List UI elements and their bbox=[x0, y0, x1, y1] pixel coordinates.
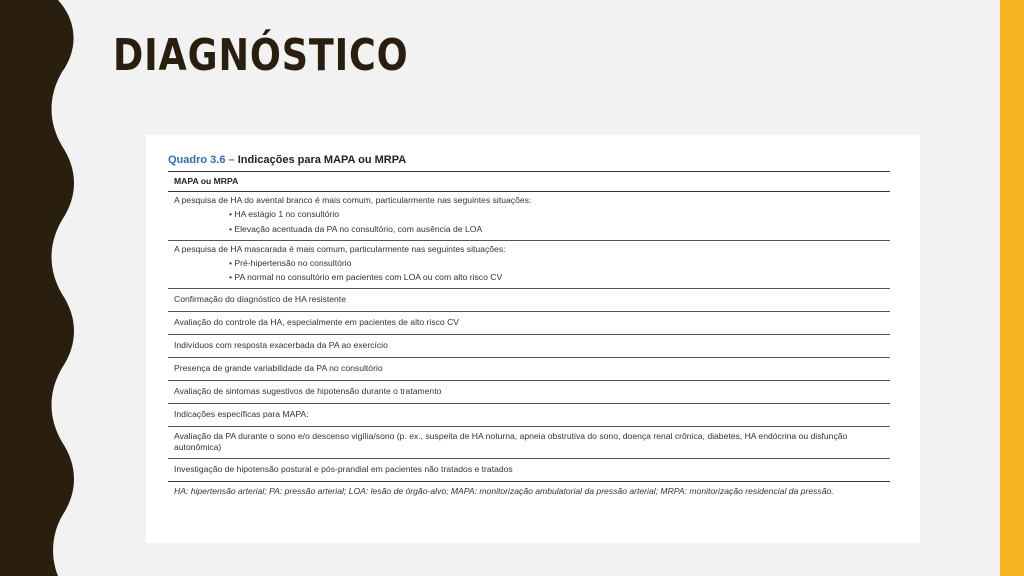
right-accent-bar bbox=[1000, 0, 1024, 576]
table-row: Presença de grande variabilidade da PA no consultório bbox=[168, 358, 890, 381]
slide-title: DIAGNÓSTICO bbox=[113, 30, 409, 81]
group-item: • PA normal no consultório em pacientes com LOA ou com alto risco CV bbox=[229, 272, 503, 283]
group-item: • HA estágio 1 no consultório bbox=[229, 209, 340, 220]
quadro-table-image bbox=[146, 135, 920, 543]
group-intro: A pesquisa de HA do avental branco é mais comum, particularmente nas seguintes situações: bbox=[174, 195, 532, 206]
table-row-group-white-coat bbox=[168, 192, 890, 240]
table-footnote: HA: hipertensão arterial; PA: pressão arterial; LOA: lesão de órgão-alvo; MAPA: monitorização ambulatorial da pressão arterial; MRPA: monitorização residencial da pressão. bbox=[174, 485, 834, 496]
quadro-number: Quadro 3.6 – bbox=[168, 154, 235, 166]
table-row: Confirmação do diagnóstico de HA resistente bbox=[168, 289, 890, 312]
left-wavy-band bbox=[0, 0, 80, 576]
quadro-table bbox=[168, 171, 890, 500]
group-intro: A pesquisa de HA mascarada é mais comum, particularmente nas seguintes situações: bbox=[174, 243, 506, 254]
table-row: Avaliação da PA durante o sono e/o descenso vigília/sono (p. ex., suspeita de HA noturna, apneia obstrutiva do sono, doença renal crônica, diabetes, HA endócrina ou disfunção autonômica) bbox=[168, 427, 890, 458]
quadro-heading bbox=[168, 154, 406, 166]
group-item: • Elevação acentuada da PA no consultório, com ausência de LOA bbox=[229, 223, 483, 234]
table-header: MAPA ou MRPA bbox=[168, 172, 890, 192]
table-row: Investigação de hipotensão postural e pós-prandial em pacientes não tratados e tratados bbox=[168, 459, 890, 482]
table-row-group-masked bbox=[168, 241, 890, 290]
table-row: Indivíduos com resposta exacerbada da PA ao exercício bbox=[168, 335, 890, 358]
table-row-specific-header: Indicações específicas para MAPA: bbox=[168, 404, 890, 427]
quadro-title: Indicações para MAPA ou MRPA bbox=[237, 154, 407, 166]
table-row: Avaliação do controle da HA, especialmente em pacientes de alto risco CV bbox=[168, 312, 890, 335]
group-item: • Pré-hipertensão no consultório bbox=[229, 257, 352, 268]
table-row: Avaliação de sintomas sugestivos de hipotensão durante o tratamento bbox=[168, 381, 890, 404]
